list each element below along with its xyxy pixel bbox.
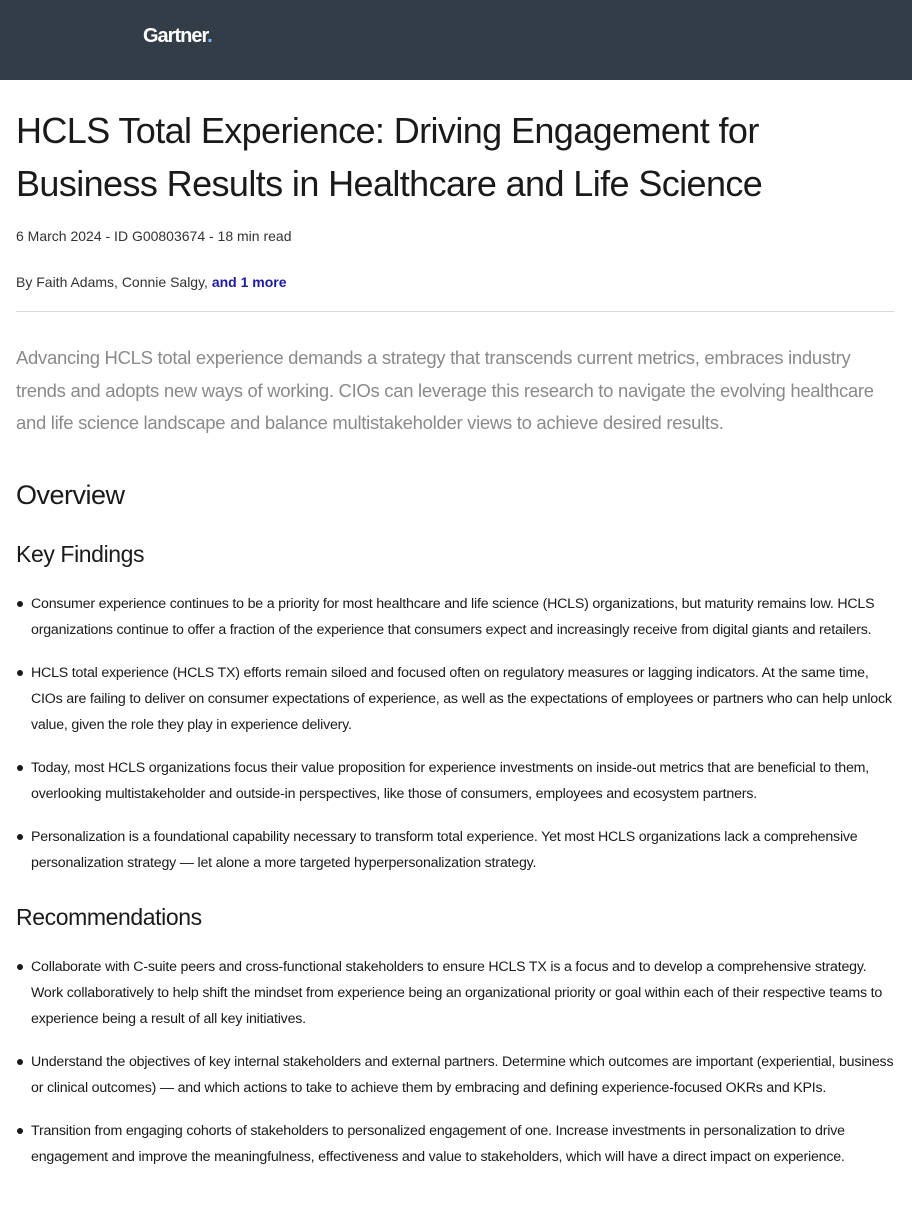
list-item: Today, most HCLS organizations focus their value proposition for experience investments on inside-out metrics that are beneficial to them, overlooking multistakeholder and outside-in perspectives, like those of consumers, employees and ecosystem partners. [16,755,897,807]
recommendations-heading: Recommendations [16,903,202,930]
top-header-bar [0,0,912,80]
article-summary: Advancing HCLS total experience demands a strategy that transcends current metrics, embraces industry trends and adopts new ways of working. CIOs can leverage this research to navigate the evolving healthcare and life science landscape and balance multistakeholder views to achieve desired results. [16,347,874,433]
key-findings-heading: Key Findings [16,540,145,567]
divider [16,311,894,312]
overview-heading: Overview [16,479,125,510]
article-title: HCLS Total Experience: Driving Engagement for Business Results in Healthcare and Life Science [16,110,763,204]
authors-list: By Faith Adams, Connie Salgy, [16,274,212,290]
logo-text: Gartner [143,25,208,47]
article-authors [16,272,896,292]
logo-dot: . [207,25,212,47]
recommendations-list [16,954,896,1170]
key-findings-list [16,591,896,876]
list-item: Understand the objectives of key internal stakeholders and external partners. Determine which outcomes are important (experiential, business or clinical outcomes) — and which actions to take to achieve them by embracing and defining experience-focused OKRs and KPIs. [16,1049,897,1101]
list-item: Transition from engaging cohorts of stakeholders to personalized engagement of one. Increase investments in personalization to drive engagement and improve the meaningfulness, effectiveness and value to stakeholders, which will have a direct impact on experience. [16,1118,897,1170]
gartner-logo[interactable] [143,25,212,48]
list-item: Consumer experience continues to be a priority for most healthcare and life science (HCLS) organizations, but maturity remains low. HCLS organizations continue to offer a fraction of the experience that consumers expect and increasingly receive from digital giants and retailers. [16,591,897,643]
list-item: Personalization is a foundational capability necessary to transform total experience. Yet most HCLS organizations lack a comprehensive personalization strategy — let alone a more targeted hyperpersonalization strategy. [16,824,897,876]
article-meta: 6 March 2024 - ID G00803674 - 18 min read [16,228,292,244]
list-item: HCLS total experience (HCLS TX) efforts remain siloed and focused often on regulatory measures or lagging indicators. At the same time, CIOs are failing to deliver on consumer expectations of experience, as well as the expectations of employees or partners who can help unlock value, given the role they play in experience delivery. [16,660,897,738]
more-authors-link[interactable]: and 1 more [211,274,287,290]
list-item: Collaborate with C-suite peers and cross-functional stakeholders to ensure HCLS TX is a focus and to develop a comprehensive strategy. Work collaboratively to help shift the mindset from experience being an organizational priority or goal within each of their respective teams to experience being a result of all key initiatives. [16,954,897,1032]
